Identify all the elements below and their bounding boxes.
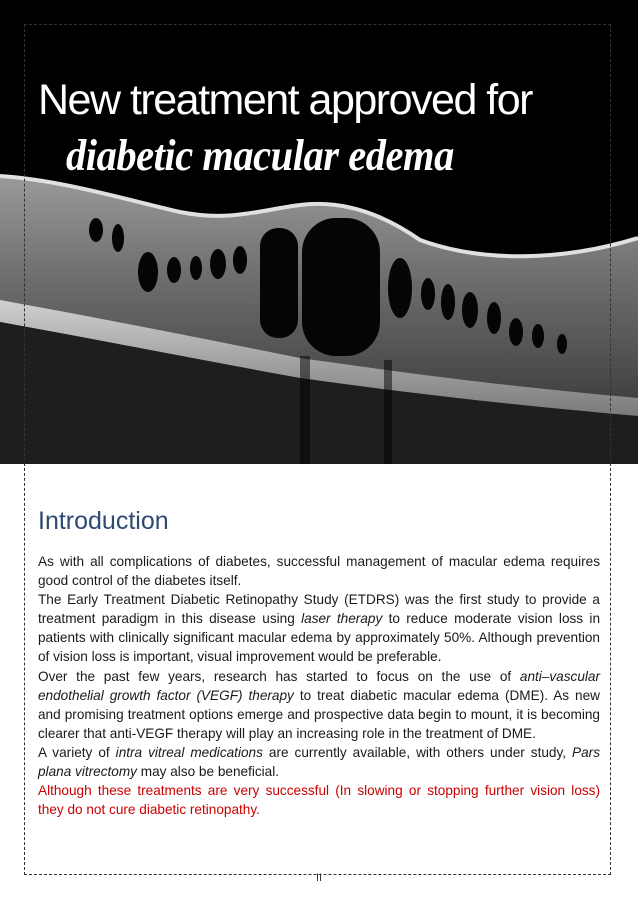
paragraph-3-text-b: to treat diabetic macular edema (DME). As new and promising treatment options emerge and prospective data begin to mount, it is becoming clearer that anti-VEGF therapy will play an increasing role in the treatment of DME. bbox=[38, 687, 600, 741]
paragraph-5-warning: Although these treatments are very successful (In slowing or stopping further vision loss) they do not cure diabetic retinopathy. bbox=[38, 783, 600, 818]
paragraph-4-text-c: may also be beneficial. bbox=[136, 764, 280, 780]
paragraph-3-emphasis: anti–vascular endothelial growth factor (VEGF) therapy bbox=[38, 668, 600, 703]
paragraph-4-text-a: A variety of bbox=[38, 744, 116, 760]
introduction-section bbox=[38, 502, 600, 819]
paragraph-4 bbox=[38, 743, 600, 781]
paragraph-3 bbox=[38, 667, 600, 743]
paragraph-2-text-b: to reduce moderate vision loss in patients with clinically significant macular edema by approximately 50%. Although prevention of vision loss is important, visual improvement would be preferable. bbox=[38, 611, 601, 665]
paragraph-4-text-b: are currently available, with others under study, bbox=[262, 744, 573, 760]
paragraph-4-emphasis-1: intra vitreal medications bbox=[115, 744, 263, 760]
paragraph-2-text-a: The Early Treatment Diabetic Retinopathy Study (ETDRS) was the first study to provide a treatment paradigm in this disease using bbox=[38, 592, 600, 627]
hero-title-line-2: diabetic macular edema bbox=[66, 131, 454, 180]
paragraph-2 bbox=[38, 590, 600, 666]
paragraph-1: As with all complications of diabetes, successful management of macular edema requires good control of the diabetes itself. bbox=[38, 554, 600, 589]
paragraph-3-text-a: Over the past few years, research has started to focus on the use of bbox=[38, 668, 520, 684]
paragraph-4-emphasis-2: Pars plana vitrectomy bbox=[38, 744, 600, 780]
paragraph-2-emphasis: laser therapy bbox=[301, 611, 383, 627]
page-number: II bbox=[315, 872, 323, 884]
hero-title-line-1: New treatment approved for bbox=[38, 76, 532, 124]
section-heading: Introduction bbox=[38, 507, 169, 535]
